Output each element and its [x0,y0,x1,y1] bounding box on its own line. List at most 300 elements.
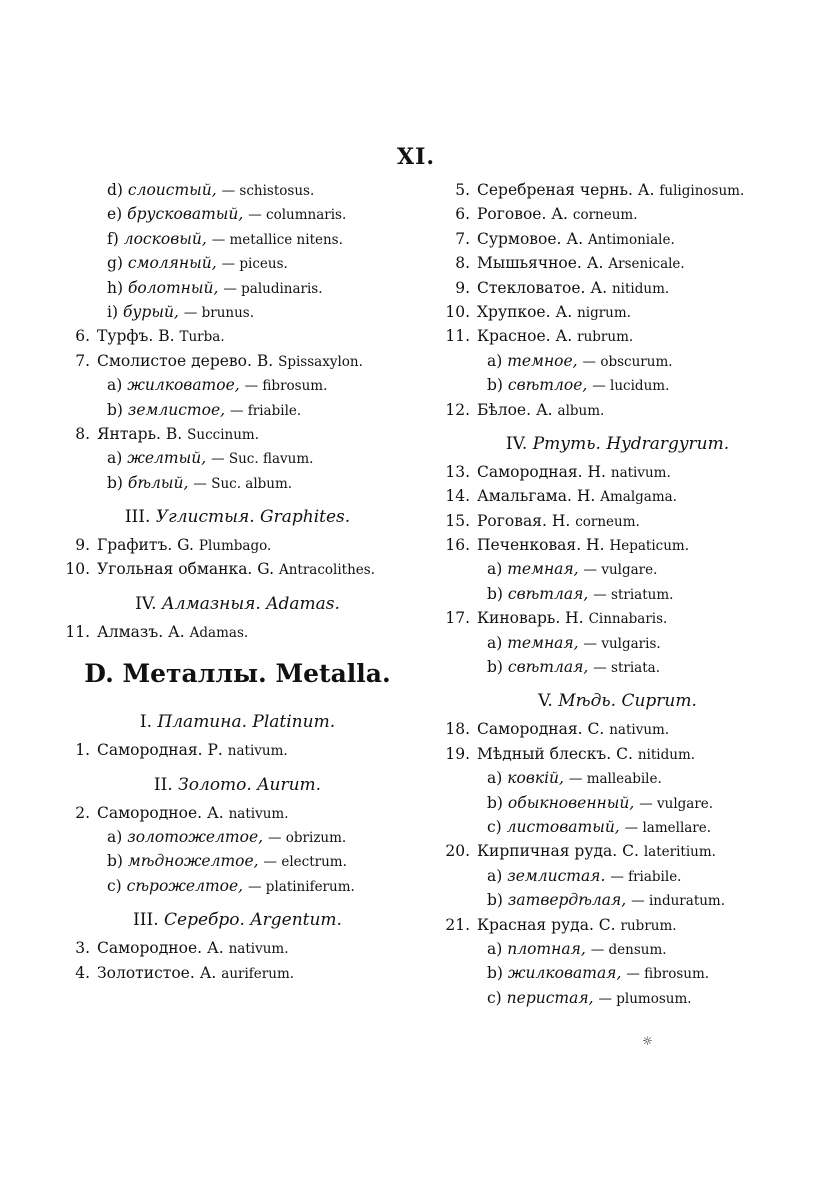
latin-name: — fibrosum. [244,378,328,395]
entry-text [487,986,692,1011]
russian-name: слоистый, [127,181,217,199]
class-heading: D. Металлы. Metalla. [84,659,391,689]
section-latin: Hydrargyrum. [606,433,730,454]
entry-letter: b) [107,852,123,871]
entry-letter: e) [107,205,123,224]
entry-letter: a) [107,376,123,395]
entry-text [477,484,677,509]
entry-letter: a) [487,769,503,788]
russian-name: землистое, [127,400,226,419]
entry-text [477,178,744,203]
latin-name: — Suc. flavum. [211,451,314,468]
entry-text [477,533,689,558]
russian-name: желтый, [127,449,207,468]
entry-number: 13. [445,462,470,481]
entry-text [107,227,343,252]
entry-letter: b) [487,658,503,677]
entry-number: 6. [75,327,90,346]
entry-number: 12. [445,400,470,419]
mineral-entry [50,936,395,960]
entry-text [97,738,288,763]
entry-text [477,398,604,423]
sub-entry [50,471,395,495]
entry-number: 5. [455,181,470,199]
section-roman: III. [124,507,151,528]
latin-name: nativum. [228,941,289,958]
section-russian: Ртуть. [532,433,601,454]
entry-letter: a) [107,828,123,847]
russian-name: Самородная. Р. [97,741,223,760]
mineral-entry [50,801,395,825]
latin-name: album. [557,402,605,419]
mineral-entry [430,276,775,300]
russian-name: бурый, [122,302,179,321]
russian-name: Киноварь. Н. [477,609,584,628]
section-latin: Graphites. [260,507,351,528]
entry-number: 19. [445,744,470,763]
latin-name: nitidum. [637,746,696,763]
sub-entry [430,655,775,679]
section-latin: Argentum. [250,910,342,931]
russian-name: жилковатое, [127,376,240,395]
right-column [430,178,775,1010]
sub-entry [430,349,775,373]
russian-name: Красное. А. [477,327,573,346]
entry-text [477,460,671,485]
sub-entry [430,815,775,839]
entry-letter: d) [107,181,123,199]
sub-entry [430,864,775,888]
russian-name: Смолистое дерево. В. [97,351,274,370]
sub-entry [50,178,395,202]
sub-entry [430,791,775,815]
entry-text [97,533,271,558]
entry-text [107,373,327,398]
entry-text [107,849,347,874]
russian-name: Роговое. А. [477,205,568,224]
russian-name: Самородная. Н. [477,462,606,481]
mineral-entry [430,227,775,251]
russian-name: темная, [507,633,579,652]
latin-name: — piceus. [221,256,288,273]
latin-name: — striata. [593,660,660,677]
entry-number: 8. [75,424,90,443]
russian-name: Хрупкое. А. [477,302,573,321]
latin-name: nativum. [227,743,288,760]
russian-name: Амальгама. Н. [477,487,596,506]
entry-text [487,864,681,889]
entry-number: 18. [445,720,470,739]
section-russian: Серебро. [164,910,245,931]
section-heading [50,898,395,936]
mineral-entry [50,349,395,373]
entry-text [477,202,638,227]
entry-text [107,251,288,276]
russian-name: свѣтлое, [507,376,588,395]
russian-name: бѣлый, [127,473,189,492]
russian-name: Угольная обманка. G. [97,560,275,579]
entry-text [487,815,711,840]
entry-number: 10. [65,560,90,579]
section-heading [50,495,395,533]
latin-name: nitidum. [611,280,670,297]
entry-text [487,631,661,656]
russian-name: темное, [507,351,578,370]
entry-text [97,961,294,986]
entry-letter: b) [487,793,503,812]
latin-name: nativum. [228,805,289,822]
entry-number: 2. [75,803,90,822]
russian-name: Серебреная чернь. А. [477,181,655,199]
sub-entry [50,398,395,422]
latin-name: corneum. [575,513,640,530]
sub-entry [50,300,395,324]
entry-text [107,874,355,899]
latin-name: — schistosus. [221,183,315,199]
entry-letter: c) [487,817,502,836]
printer-mark-icon: ☼ [642,1034,653,1048]
latin-name: — vulgare. [639,795,714,812]
sub-entry [50,373,395,397]
latin-name: — plumosum. [598,990,692,1007]
sub-entry [430,373,775,397]
latin-name: — malleabile. [568,771,662,788]
russian-name: листоватый, [506,817,620,836]
entry-text [97,620,248,645]
russian-name: обыкновенный, [507,793,635,812]
russian-name: Самородное. А. [97,803,224,822]
section-roman: IV. [505,433,528,454]
entry-text [477,509,640,534]
sub-entry [50,202,395,226]
sub-entry [430,986,775,1010]
latin-name: — densum. [590,941,667,958]
entry-letter: b) [487,584,503,603]
entry-text [477,839,716,864]
entry-number: 11. [65,622,90,641]
entry-letter: b) [487,891,503,910]
mineral-entry [430,324,775,348]
section-roman: V. [538,691,553,712]
russian-name: свѣтлая, [507,658,589,677]
section-latin: Cuprum. [621,691,697,712]
entry-letter: b) [107,473,123,492]
entry-text [97,557,375,582]
entry-letter: b) [487,964,503,983]
russian-name: золотожелтое, [127,828,264,847]
sub-entry [50,251,395,275]
russian-name: плотная, [507,939,586,958]
russian-name: болотный, [127,278,219,297]
entry-text [487,766,662,791]
russian-name: ковкій, [507,769,564,788]
entry-text [487,961,709,986]
latin-name: — induratum. [631,893,726,910]
entry-text [107,825,346,850]
entry-text [487,655,660,680]
section-heading [50,763,395,801]
entry-text [107,446,313,471]
sub-entry [50,446,395,470]
entry-letter: c) [487,988,502,1007]
entry-text [107,398,301,423]
entry-number: 3. [75,939,90,958]
russian-name: лосковый, [123,229,207,248]
entry-number: 21. [445,915,470,934]
section-russian: Платина. [157,712,247,733]
mineral-entry [430,606,775,630]
latin-name: — obscurum. [582,353,673,370]
latin-name: — striatum. [593,586,674,603]
entry-letter: a) [487,560,503,579]
section-latin: Adamas. [266,593,340,614]
mineral-entry [430,509,775,533]
mineral-entry [430,533,775,557]
latin-name: — metallice nitens. [211,231,343,248]
latin-name: nativum. [610,464,671,481]
russian-name: Янтарь. В. [97,424,183,443]
latin-name: nigrum. [577,304,631,321]
latin-name: Hepaticum. [609,538,689,555]
latin-name: fuliginosum. [659,183,745,199]
latin-name: rubrum. [620,917,677,934]
section-heading [50,582,395,620]
entry-text [107,471,292,496]
entry-letter: h) [107,278,124,297]
latin-name: rubrum. [577,329,634,346]
russian-name: Турфъ. В. [97,327,175,346]
sub-entry [430,631,775,655]
entry-number: 17. [445,609,470,628]
mineral-entry [50,620,395,644]
latin-name: corneum. [572,207,638,224]
entry-text [477,717,669,742]
entry-text [97,324,225,349]
mineral-entry [430,460,775,484]
entry-number: 4. [75,963,90,982]
section-russian: Алмазныя. [161,593,261,614]
mineral-entry [50,324,395,348]
latin-name: lateritium. [643,844,716,861]
latin-name: — friabile. [230,402,302,419]
section-heading [430,679,775,717]
russian-name: затвердѣлая, [507,891,627,910]
russian-name: Золотистое. А. [97,963,217,982]
mineral-entry [430,717,775,741]
russian-name: свѣтлая, [507,584,589,603]
entry-text [477,227,675,252]
mineral-entry [430,742,775,766]
latin-name: nativum. [609,722,670,739]
sub-entry [50,227,395,251]
russian-name: мѣдножелтое, [127,852,259,871]
entry-text [477,324,633,349]
russian-name: Мышьячное. А. [477,254,604,273]
entry-text [97,936,289,961]
mineral-entry [50,557,395,581]
entry-text [107,276,323,301]
latin-name: — brunus. [183,304,255,321]
section-roman: IV. [135,593,157,614]
section-russian: Мѣдь. [558,691,617,712]
entry-text [477,276,669,301]
entry-letter: g) [107,254,123,273]
latin-name: Adamas. [189,624,249,641]
sub-entry [50,874,395,898]
entry-text [97,422,259,447]
section-roman: II. [153,774,173,795]
latin-name: — columnaris. [248,207,347,224]
entry-text [487,349,673,374]
mineral-entry [430,251,775,275]
latin-name: — paludinaris. [223,280,323,297]
russian-name: Стекловатое. А. [477,278,608,297]
entry-text [487,888,725,913]
entry-text [97,801,289,826]
mineral-entry [430,913,775,937]
russian-name: жилковатая, [507,964,622,983]
russian-name: Красная руда. С. [477,915,616,934]
section-heading [430,422,775,460]
russian-name: Самородное. А. [97,939,224,958]
mineral-entry [430,178,775,202]
entry-letter: a) [487,351,503,370]
mineral-entry [50,533,395,557]
entry-letter: a) [487,939,503,958]
entry-number: 15. [445,511,470,530]
latin-name: Succinum. [187,426,260,443]
entry-text [487,582,673,607]
section-roman: III. [133,910,159,931]
russian-name: Роговая. Н. [477,511,571,530]
russian-name: Алмазъ. А. [97,622,185,641]
russian-name: Печенковая. Н. [477,536,605,555]
section-latin: Aurum. [257,774,322,795]
russian-name: Графитъ. G. [97,536,194,555]
entry-number: 11. [445,327,470,346]
mineral-entry [50,738,395,762]
entry-number: 7. [75,351,90,370]
section-heading [50,700,395,738]
latin-name: Turba. [179,329,225,346]
entry-letter: a) [487,866,503,885]
entry-letter: f) [107,229,119,248]
entry-letter: a) [487,633,503,652]
russian-name: сѣрожелтое, [126,876,244,895]
entry-text [487,373,669,398]
entry-number: 9. [75,536,90,555]
entry-number: 6. [455,205,470,224]
latin-name: Antracolithes. [278,562,376,579]
entry-text [487,791,713,816]
latin-name: — lucidum. [592,378,670,395]
russian-name: смоляный, [127,254,217,273]
sub-entry [50,825,395,849]
mineral-entry [430,484,775,508]
mineral-entry [50,422,395,446]
entry-text [107,178,314,203]
latin-name: Spissaxylon. [278,353,363,370]
latin-name: — Suc. album. [193,475,293,492]
russian-name: Сурмовое. А. [477,229,584,248]
section-roman: I. [139,712,152,733]
latin-name: Antimoniale. [587,231,675,248]
latin-name: — friabile. [610,868,682,885]
entry-number: 20. [445,842,470,861]
sub-entry [430,766,775,790]
latin-name: — obrizum. [267,830,347,847]
sub-entry [430,582,775,606]
entry-letter: c) [107,876,122,895]
entry-number: 10. [445,302,470,321]
mineral-entry [430,839,775,863]
mineral-entry [50,961,395,985]
sub-entry [430,557,775,581]
latin-name: Cinnabaris. [588,611,668,628]
section-russian: Углистыя. [155,507,255,528]
entry-text [487,557,657,582]
entry-text [107,300,254,325]
sub-entry [50,276,395,300]
entry-letter: b) [107,400,123,419]
entry-letter: a) [107,449,123,468]
entry-number: 14. [445,487,470,506]
entry-text [487,937,667,962]
entry-number: 16. [445,536,470,555]
latin-name: — vulgaris. [583,635,661,652]
russian-name: темная, [507,560,579,579]
sub-entry [50,849,395,873]
entry-number: 1. [75,741,90,760]
entry-letter: i) [107,302,119,321]
entry-text [97,349,363,374]
latin-name: — lamellare. [624,819,712,836]
mineral-entry [430,398,775,422]
left-column [50,178,395,985]
russian-name: брусковатый, [127,205,244,224]
sub-entry [430,937,775,961]
entry-text [477,606,667,631]
page-number: XI. [397,144,436,170]
russian-name: Бѣлое. А. [477,400,553,419]
latin-name: — vulgare. [583,562,658,579]
sub-entry [430,888,775,912]
section-russian: Золото. [178,774,252,795]
entry-text [477,742,695,767]
mineral-entry [430,202,775,226]
russian-name: Мѣдный блескъ. С. [477,744,633,763]
sub-entry [430,961,775,985]
entry-text [477,251,685,276]
russian-name: Самородная. С. [477,720,605,739]
entry-text [477,300,631,325]
latin-name: — platiniferum. [248,878,355,895]
latin-name: Plumbago. [198,538,272,555]
russian-name: Кирпичная руда. С. [477,842,639,861]
latin-name: — electrum. [263,854,347,871]
latin-name: — fibrosum. [626,966,710,983]
latin-name: Arsenicale. [608,256,685,273]
entry-number: 8. [455,254,470,273]
latin-name: Amalgama. [600,489,677,506]
entry-number: 9. [455,278,470,297]
russian-name: перистая, [506,988,594,1007]
russian-name: землистая. [507,866,606,885]
entry-text [477,913,677,938]
entry-text [107,202,346,227]
latin-name: auriferum. [221,965,295,982]
entry-number: 7. [455,229,470,248]
